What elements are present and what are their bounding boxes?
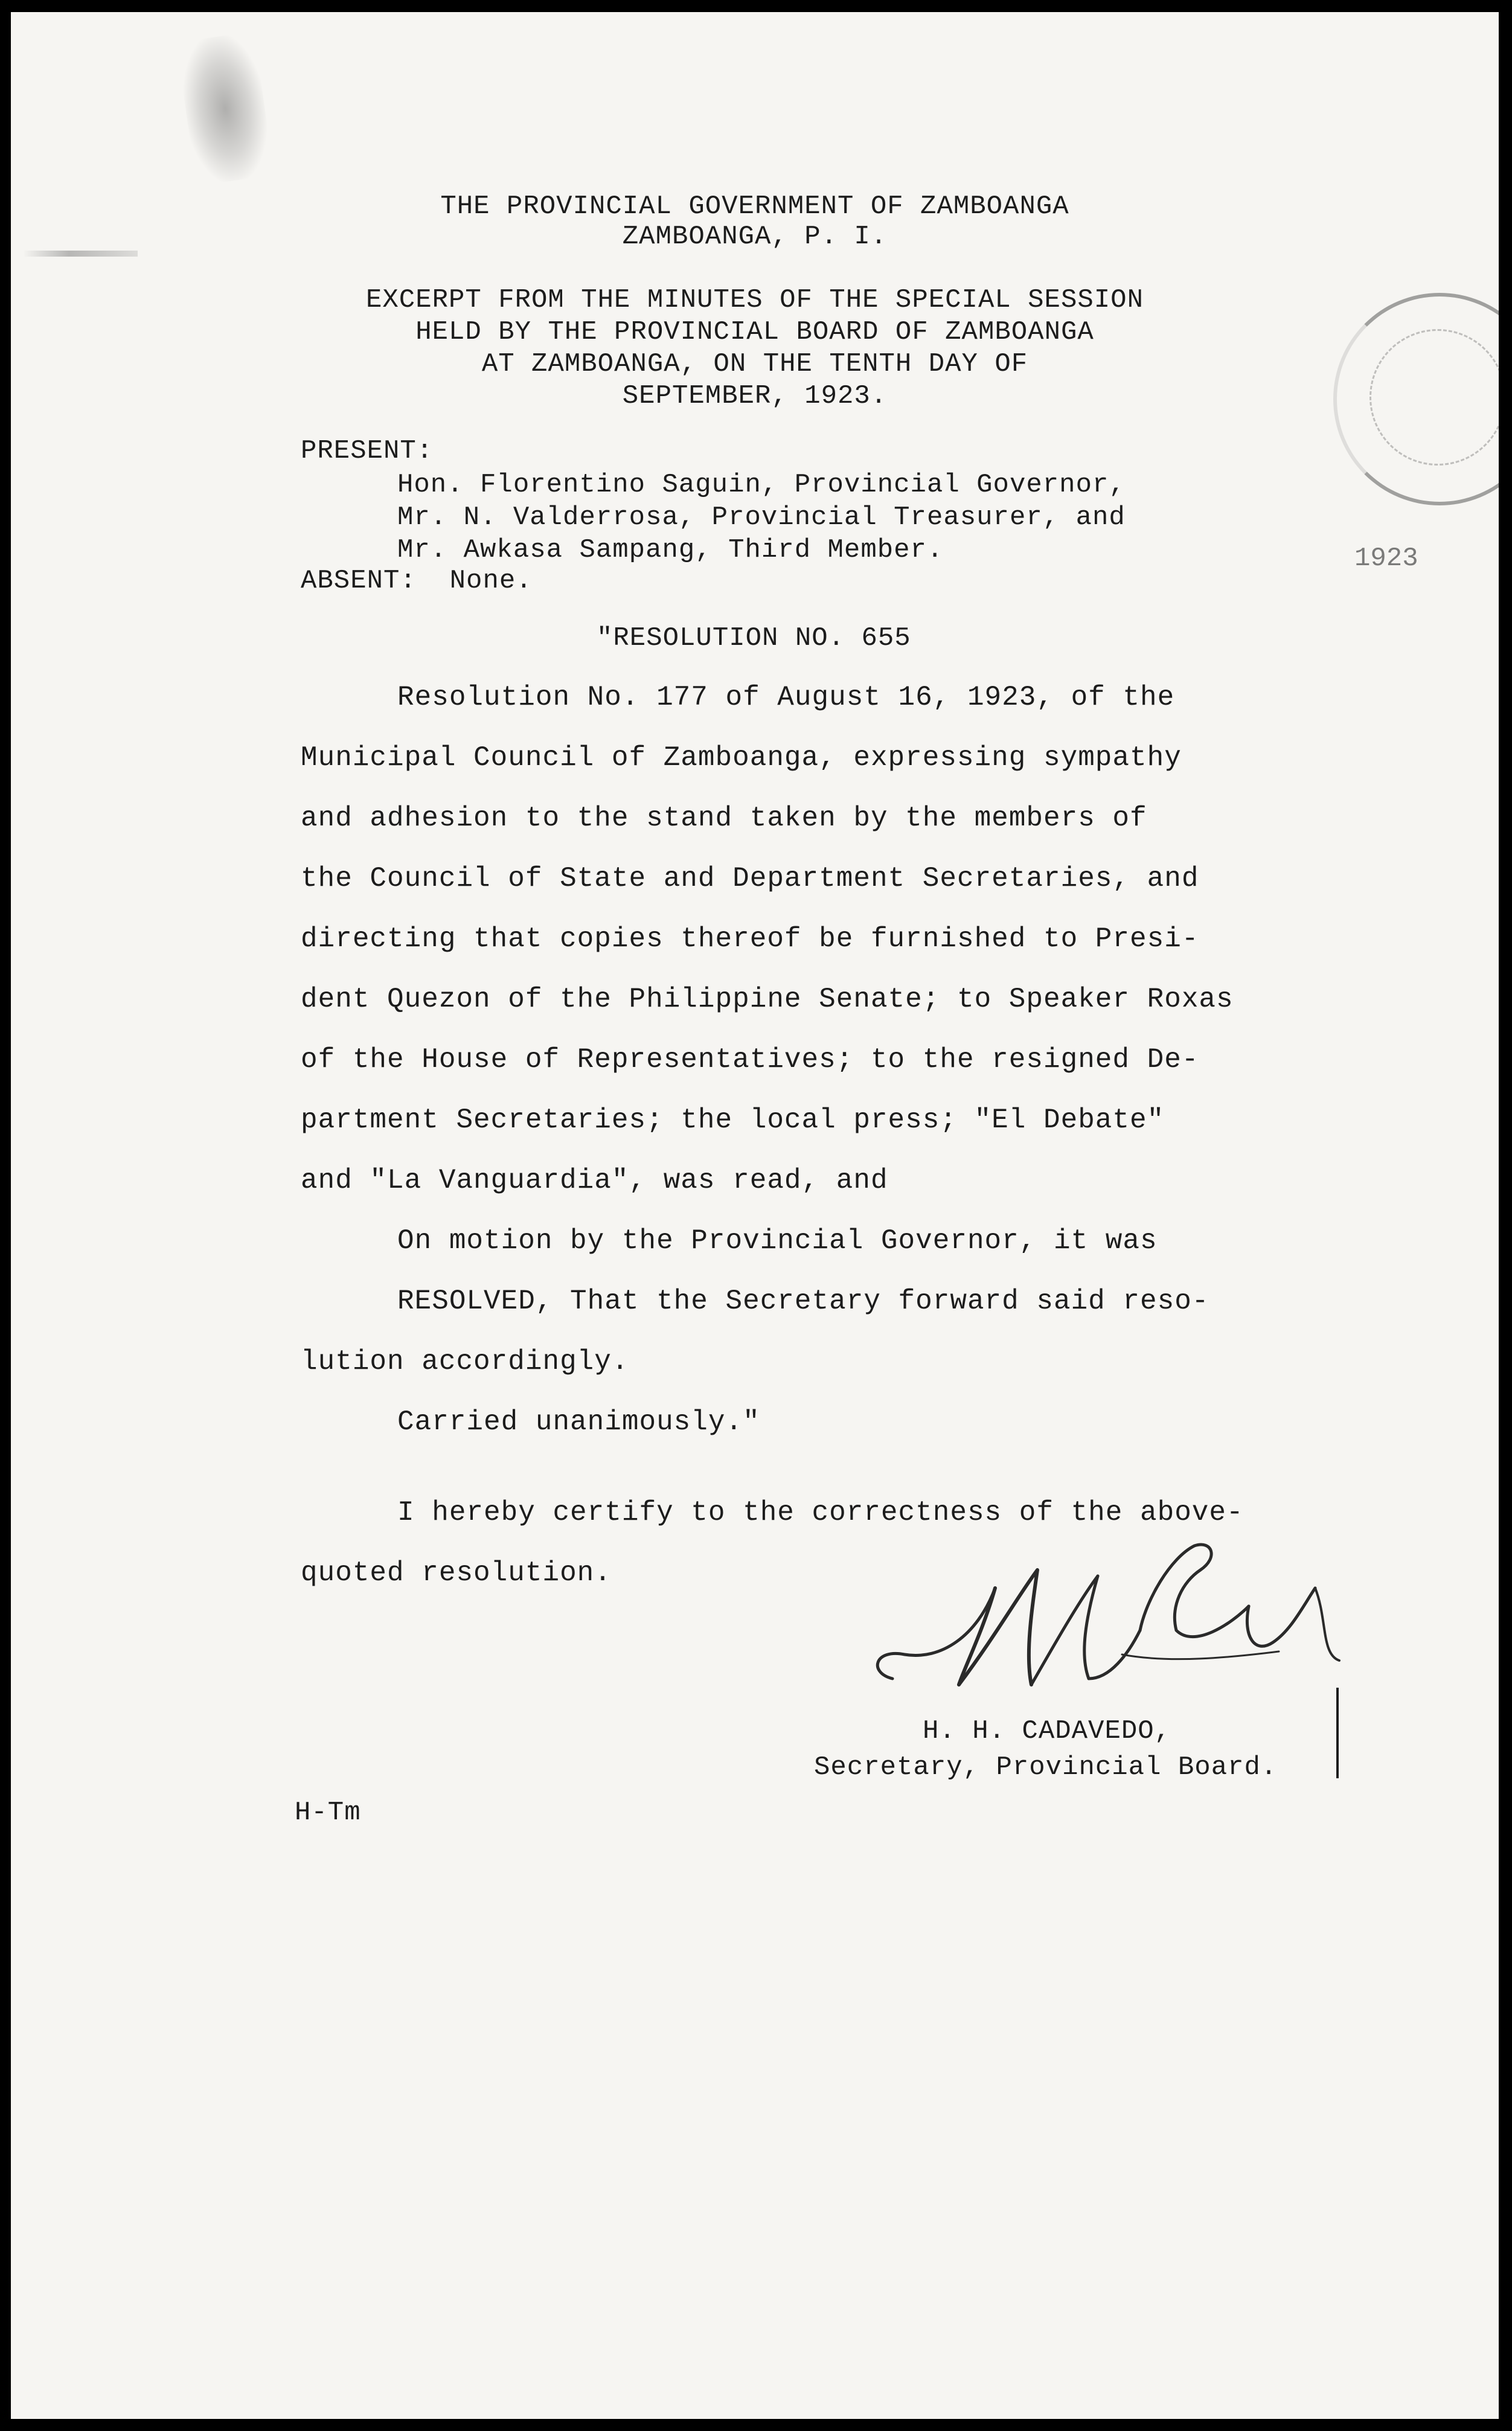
resolution-line: lution accordingly. <box>301 1346 629 1377</box>
margin-bracket-mark <box>1336 1688 1339 1778</box>
excerpt-line-3: AT ZAMBOANGA, ON THE TENTH DAY OF <box>481 349 1028 379</box>
absent-line: ABSENT: None. <box>301 566 533 596</box>
resolution-line: directing that copies thereof be furnished to Presi- <box>301 923 1199 955</box>
header-line-2: ZAMBOANGA, P. I. <box>622 222 888 252</box>
certification-line: I hereby certify to the correctness of the above- <box>397 1497 1244 1528</box>
stamp-year: 1923 <box>1354 543 1418 574</box>
signatory-name: H. H. CADAVEDO, <box>923 1716 1171 1746</box>
present-member-1: Hon. Florentino Saguin, Provincial Governor, <box>397 470 1126 500</box>
excerpt-line-2: HELD BY THE PROVINCIAL BOARD OF ZAMBOANGA <box>415 317 1094 347</box>
resolution-line: On motion by the Provincial Governor, it was <box>397 1225 1158 1257</box>
certification-line: quoted resolution. <box>301 1557 612 1589</box>
resolution-line: Resolution No. 177 of August 16, 1923, of the <box>397 682 1175 713</box>
signatory-title: Secretary, Provincial Board. <box>814 1752 1278 1782</box>
excerpt-line-4: SEPTEMBER, 1923. <box>622 381 888 411</box>
document-page <box>11 12 1499 2419</box>
header-line-1: THE PROVINCIAL GOVERNMENT OF ZAMBOANGA <box>440 191 1069 222</box>
resolution-line: Municipal Council of Zamboanga, expressing sympathy <box>301 742 1182 774</box>
present-member-3: Mr. Awkasa Sampang, Third Member. <box>397 535 944 565</box>
resolution-line: and "La Vanguardia", was read, and <box>301 1165 888 1196</box>
resolution-line: the Council of State and Department Secretaries, and <box>301 863 1199 894</box>
resolution-line: of the House of Representatives; to the resigned De- <box>301 1044 1199 1075</box>
resolution-title: "RESOLUTION NO. 655 <box>597 623 911 653</box>
ink-smudge <box>176 31 274 186</box>
resolution-line: Carried unanimously." <box>397 1406 760 1438</box>
typist-initials: H-Tm <box>295 1798 361 1828</box>
handwritten-signature <box>856 1534 1351 1715</box>
resolution-line: and adhesion to the stand taken by the members of <box>301 802 1147 834</box>
resolution-line: partment Secretaries; the local press; "El Debate" <box>301 1104 1165 1136</box>
present-member-2: Mr. N. Valderrosa, Provincial Treasurer, and <box>397 502 1126 533</box>
resolution-line: dent Quezon of the Philippine Senate; to Speaker Roxas <box>301 984 1234 1015</box>
resolution-line: RESOLVED, That the Secretary forward said reso- <box>397 1286 1209 1317</box>
present-label: PRESENT: <box>301 436 434 466</box>
excerpt-line-1: EXCERPT FROM THE MINUTES OF THE SPECIAL SESSION <box>365 285 1144 315</box>
